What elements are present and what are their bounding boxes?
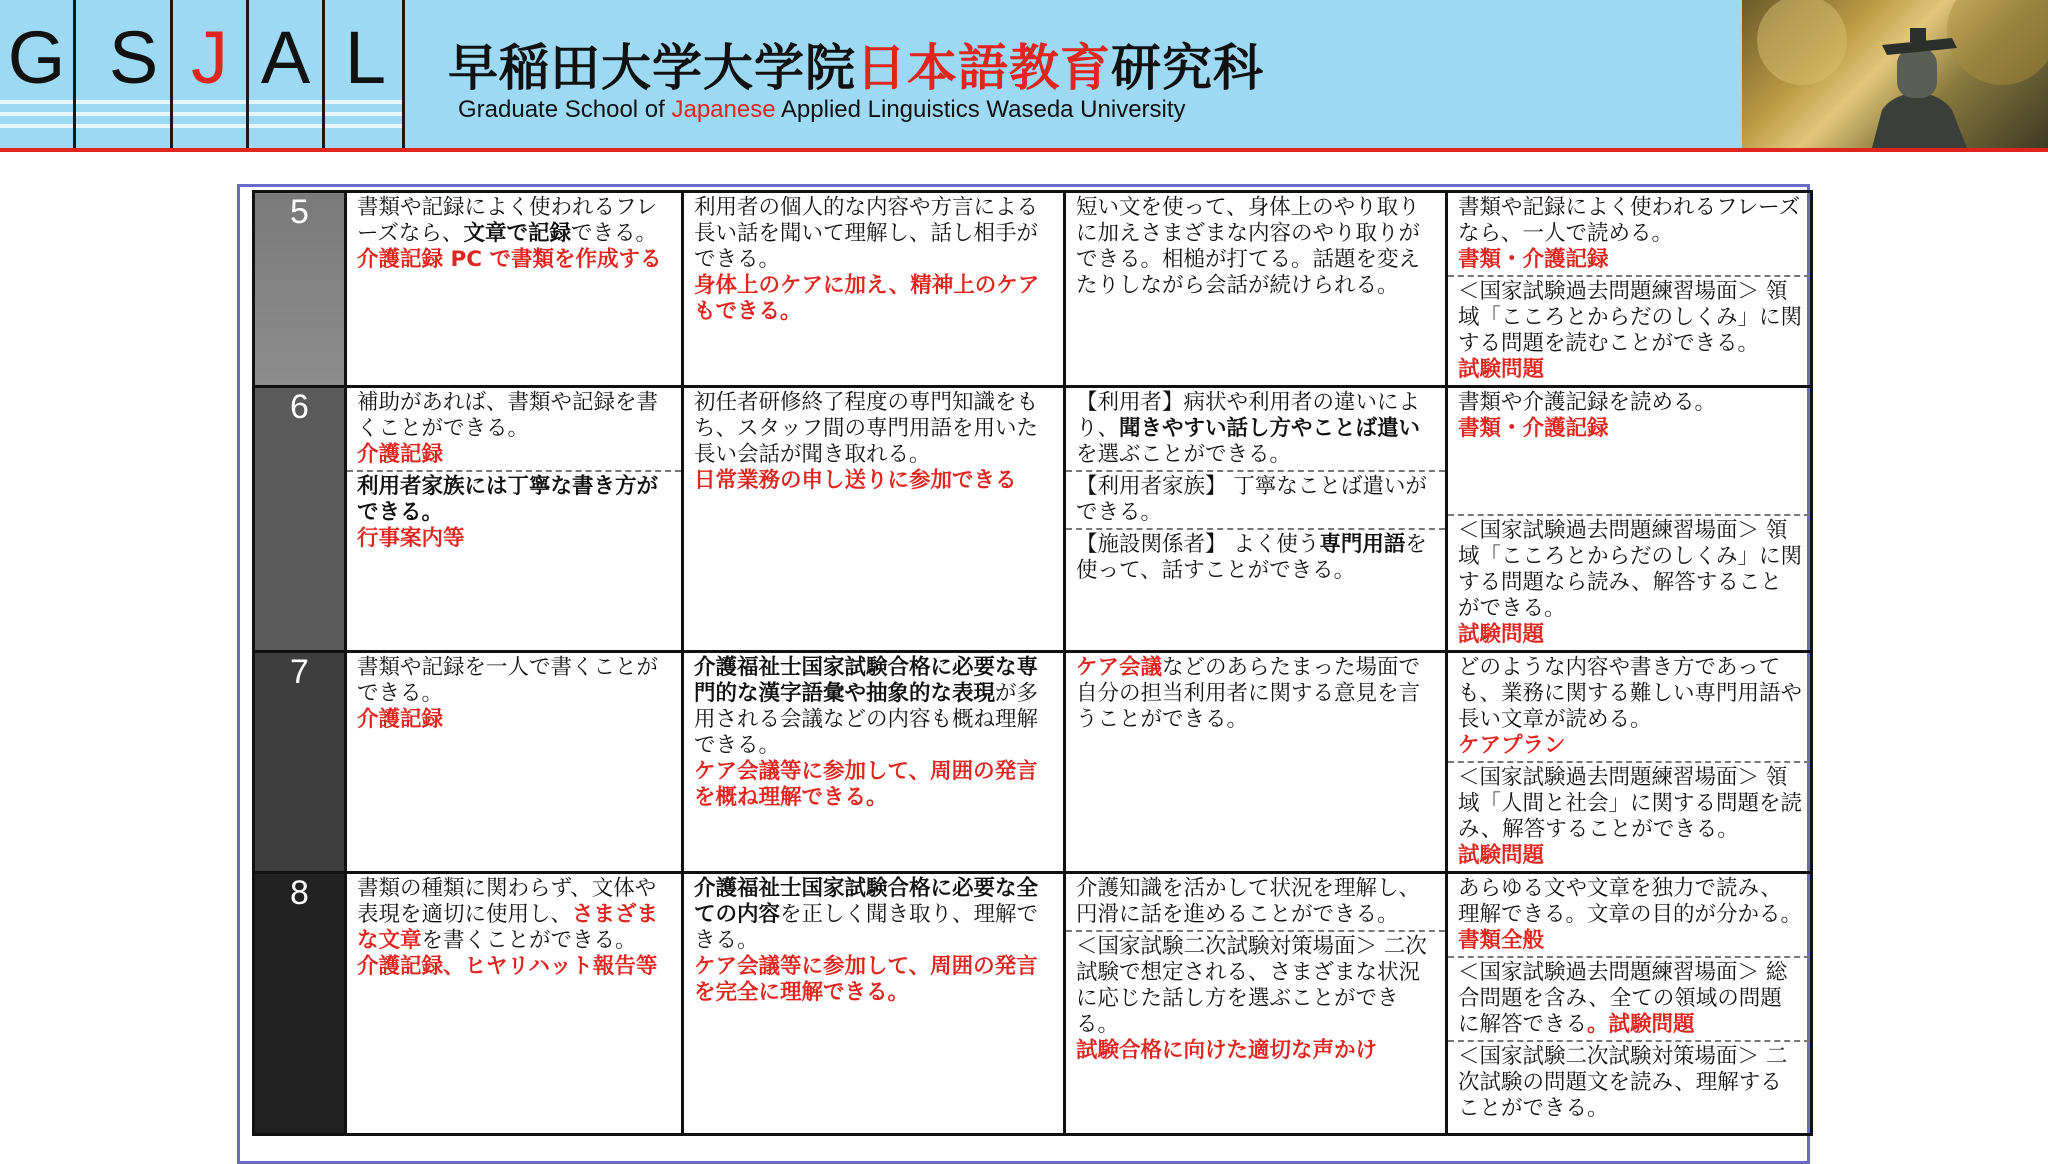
speaking-cell: ケア会議などのあらたまった場面で自分の担当利用者に関する意見を言うことができる。 xyxy=(1065,652,1447,873)
title-en-part: Applied Linguistics Waseda University xyxy=(775,96,1186,123)
table-row xyxy=(254,652,1812,873)
table-row xyxy=(254,387,1812,652)
logo-letter: G xyxy=(7,16,66,99)
level-cell: 8 xyxy=(254,873,346,1135)
listening-cell: 介護福祉士国家試験合格に必要な専門的な漢字語彙や抽象的な表現が多用される会議などの内容も概ね理解できる。 ケア会議等に参加して、周囲の発言を概ね理解できる。 xyxy=(683,652,1065,873)
logo-letter-cell xyxy=(0,0,76,148)
header-band xyxy=(0,0,2048,150)
logo-letter-cell xyxy=(329,0,405,148)
table-row xyxy=(254,192,1812,387)
statue-photo xyxy=(1742,0,2048,148)
writing-cell: 書類や記録によく使われるフレーズなら、文章で記録できる。 介護記録 PC で書類を作成する xyxy=(346,192,683,387)
reading-cell: あらゆる文や文章を独力で読み、理解できる。文章の目的が分かる。 書類全般 ＜国家試験過去問題練習場面＞ 総合問題を含み、全ての領域の問題に解答できる。試験問題 ＜国家試験二次試験対策場面＞ 二次試験の問題文を読み、理解することができる。 xyxy=(1447,873,1812,1135)
writing-cell: 書類の種類に関わらず、文体や表現を適切に使用し、さまざまな文章を書くことができる。 介護記録、ヒヤリハット報告等 xyxy=(346,873,683,1135)
table-row xyxy=(254,873,1812,1135)
reading-cell: どのような内容や書き方であっても、業務に関する難しい専門用語や長い文章が読める。 ケアプラン ＜国家試験過去問題練習場面＞ 領域「人間と社会」に関する問題を読み、解答することができる。 試験問題 xyxy=(1447,652,1812,873)
school-title-jp xyxy=(448,28,1264,100)
logo-letter: A xyxy=(260,16,311,99)
speaking-cell: 【利用者】病状や利用者の違いにより、聞きやすい話し方やことば遣いを選ぶことができる。 【利用者家族】 丁寧なことば遣いができる。 【施設関係者】 よく使う専門用語を使って、話すことができる。 xyxy=(1065,387,1447,652)
logo-letter-cell xyxy=(97,0,173,148)
header-red-rule xyxy=(0,148,2048,152)
logo-letter: S xyxy=(108,16,159,99)
school-title-en xyxy=(458,96,1186,124)
speaking-cell: 短い文を使って、身体上のやり取りに加えさまざまな内容のやり取りができる。相槌が打てる。話題を変えたりしながら会話が続けられる。 xyxy=(1065,192,1447,387)
level-cell: 5 xyxy=(254,192,346,387)
level-cell: 6 xyxy=(254,387,346,652)
reading-cell: 書類や記録によく使われるフレーズなら、一人で読める。 書類・介護記録 ＜国家試験過去問題練習場面＞ 領域「こころとからだのしくみ」に関する問題を読むことができる。 試験問題 xyxy=(1447,192,1812,387)
writing-cell: 書類や記録を一人で書くことができる。 介護記録 xyxy=(346,652,683,873)
title-en-part: Japanese xyxy=(671,96,776,123)
reading-cell: 書類や介護記録を読める。 書類・介護記録 ＜国家試験過去問題練習場面＞ 領域「こころとからだのしくみ」に関する問題なら読み、解答することができる。 試験問題 xyxy=(1447,387,1812,652)
gsjal-logo xyxy=(0,0,408,148)
title-jp-part: 早稲田大学大学院 xyxy=(448,39,856,97)
title-en-part: Graduate School of xyxy=(458,96,672,123)
listening-cell: 初任者研修終了程度の専門知識をもち、スタッフ間の専門用語を用いた長い会話が聞き取れる。 日常業務の申し送りに参加できる xyxy=(683,387,1065,652)
listening-cell: 介護福祉士国家試験合格に必要な全ての内容を正しく聞き取り、理解できる。 ケア会議等に参加して、周囲の発言を完全に理解できる。 xyxy=(683,873,1065,1135)
listening-cell: 利用者の個人的な内容や方言による長い話を聞いて理解し、話し相手ができる。 身体上のケアに加え、精神上のケアもできる。 xyxy=(683,192,1065,387)
logo-letter-cell xyxy=(173,0,249,148)
logo-letter: J xyxy=(191,16,228,99)
logo-letter: L xyxy=(344,16,387,99)
speaking-cell: 介護知識を活かして状況を理解し、円滑に話を進めることができる。 ＜国家試験二次試験対策場面＞ 二次試験で想定される、さまざまな状況に応じた話し方を選ぶことができる。 試験合格に向けた適切な声かけ xyxy=(1065,873,1447,1135)
level-table xyxy=(252,190,1813,1136)
level-cell: 7 xyxy=(254,652,346,873)
title-jp-part: 研究科 xyxy=(1111,39,1264,97)
logo-letter-cell xyxy=(249,0,325,148)
writing-cell: 補助があれば、書類や記録を書くことができる。 介護記録 利用者家族には丁寧な書き方ができる。 行事案内等 xyxy=(346,387,683,652)
title-jp-part: 日本語教育 xyxy=(856,39,1111,97)
